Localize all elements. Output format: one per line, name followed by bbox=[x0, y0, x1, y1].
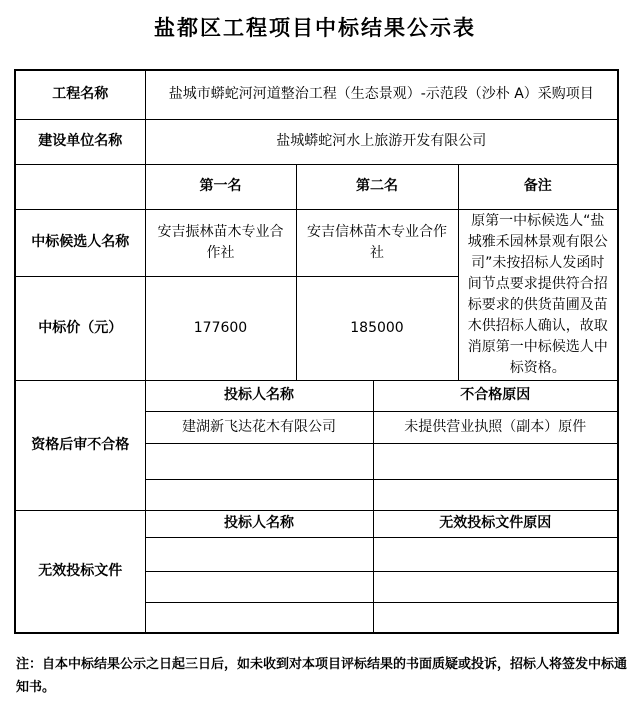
invalid-bids-reason-2 bbox=[373, 602, 618, 633]
invalid-bids-label: 无效投标文件 bbox=[15, 510, 145, 633]
candidate-second-value: 安吉信林苗木专业合作社 bbox=[296, 209, 458, 276]
post-qualification-bidder-0: 建湖新飞达花木有限公司 bbox=[145, 411, 373, 443]
price-first-value: 177600 bbox=[145, 276, 296, 380]
project-name-label: 工程名称 bbox=[15, 70, 145, 119]
owner-value: 盐城蟒蛇河水上旅游开发有限公司 bbox=[145, 119, 618, 164]
bid-result-table bbox=[14, 69, 619, 634]
footnote: 注：自本中标结果公示之日起三日后，如未收到对本项目评标结果的书面质疑或投诉，招标人将签发中标通知书。 bbox=[16, 657, 628, 695]
post-qualification-bidder-header: 投标人名称 bbox=[145, 380, 373, 411]
invalid-bids-reason-1 bbox=[373, 571, 618, 602]
candidates-label: 中标候选人名称 bbox=[15, 209, 145, 276]
price-second-value: 185000 bbox=[296, 276, 458, 380]
post-qualification-header-row bbox=[15, 380, 618, 411]
project-name-value: 盐城市蟒蛇河河道整治工程（生态景观）-示范段（沙朴 A）采购项目 bbox=[145, 70, 618, 119]
rank-header-row bbox=[15, 164, 618, 209]
remark-header: 备注 bbox=[458, 164, 618, 209]
rank-first-header: 第一名 bbox=[145, 164, 296, 209]
invalid-bids-bidder-2 bbox=[145, 602, 373, 633]
post-qualification-reason-1 bbox=[373, 443, 618, 479]
post-qualification-reason-0: 未提供营业执照（副本）原件 bbox=[373, 411, 618, 443]
page-title: 盐都区工程项目中标结果公示表 bbox=[154, 16, 476, 40]
owner-label: 建设单位名称 bbox=[15, 119, 145, 164]
invalid-bids-header-row bbox=[15, 510, 618, 537]
post-qualification-bidder-2 bbox=[145, 479, 373, 510]
rank-second-header: 第二名 bbox=[296, 164, 458, 209]
post-qualification-reason-2 bbox=[373, 479, 618, 510]
invalid-bids-bidder-1 bbox=[145, 571, 373, 602]
document-page bbox=[0, 12, 630, 699]
invalid-bids-bidder-0 bbox=[145, 537, 373, 571]
post-qualification-label: 资格后审不合格 bbox=[15, 380, 145, 510]
empty-corner-cell bbox=[15, 164, 145, 209]
project-name-row bbox=[15, 70, 618, 119]
candidates-row bbox=[15, 209, 618, 276]
invalid-bids-bidder-header: 投标人名称 bbox=[145, 510, 373, 537]
price-label: 中标价（元） bbox=[15, 276, 145, 380]
invalid-bids-reason-0 bbox=[373, 537, 618, 571]
candidate-first-value: 安吉振林苗木专业合作社 bbox=[145, 209, 296, 276]
invalid-bids-reason-header: 无效投标文件原因 bbox=[373, 510, 618, 537]
remark-value: 原第一中标候选人“盐城雅禾园林景观有限公司”未按招标人发函时间节点要求提供符合招标要求的供货苗圃及苗木供招标人确认，故取消原第一中标候选人中标资格。 bbox=[458, 209, 618, 380]
post-qualification-bidder-1 bbox=[145, 443, 373, 479]
owner-row bbox=[15, 119, 618, 164]
post-qualification-reason-header: 不合格原因 bbox=[373, 380, 618, 411]
